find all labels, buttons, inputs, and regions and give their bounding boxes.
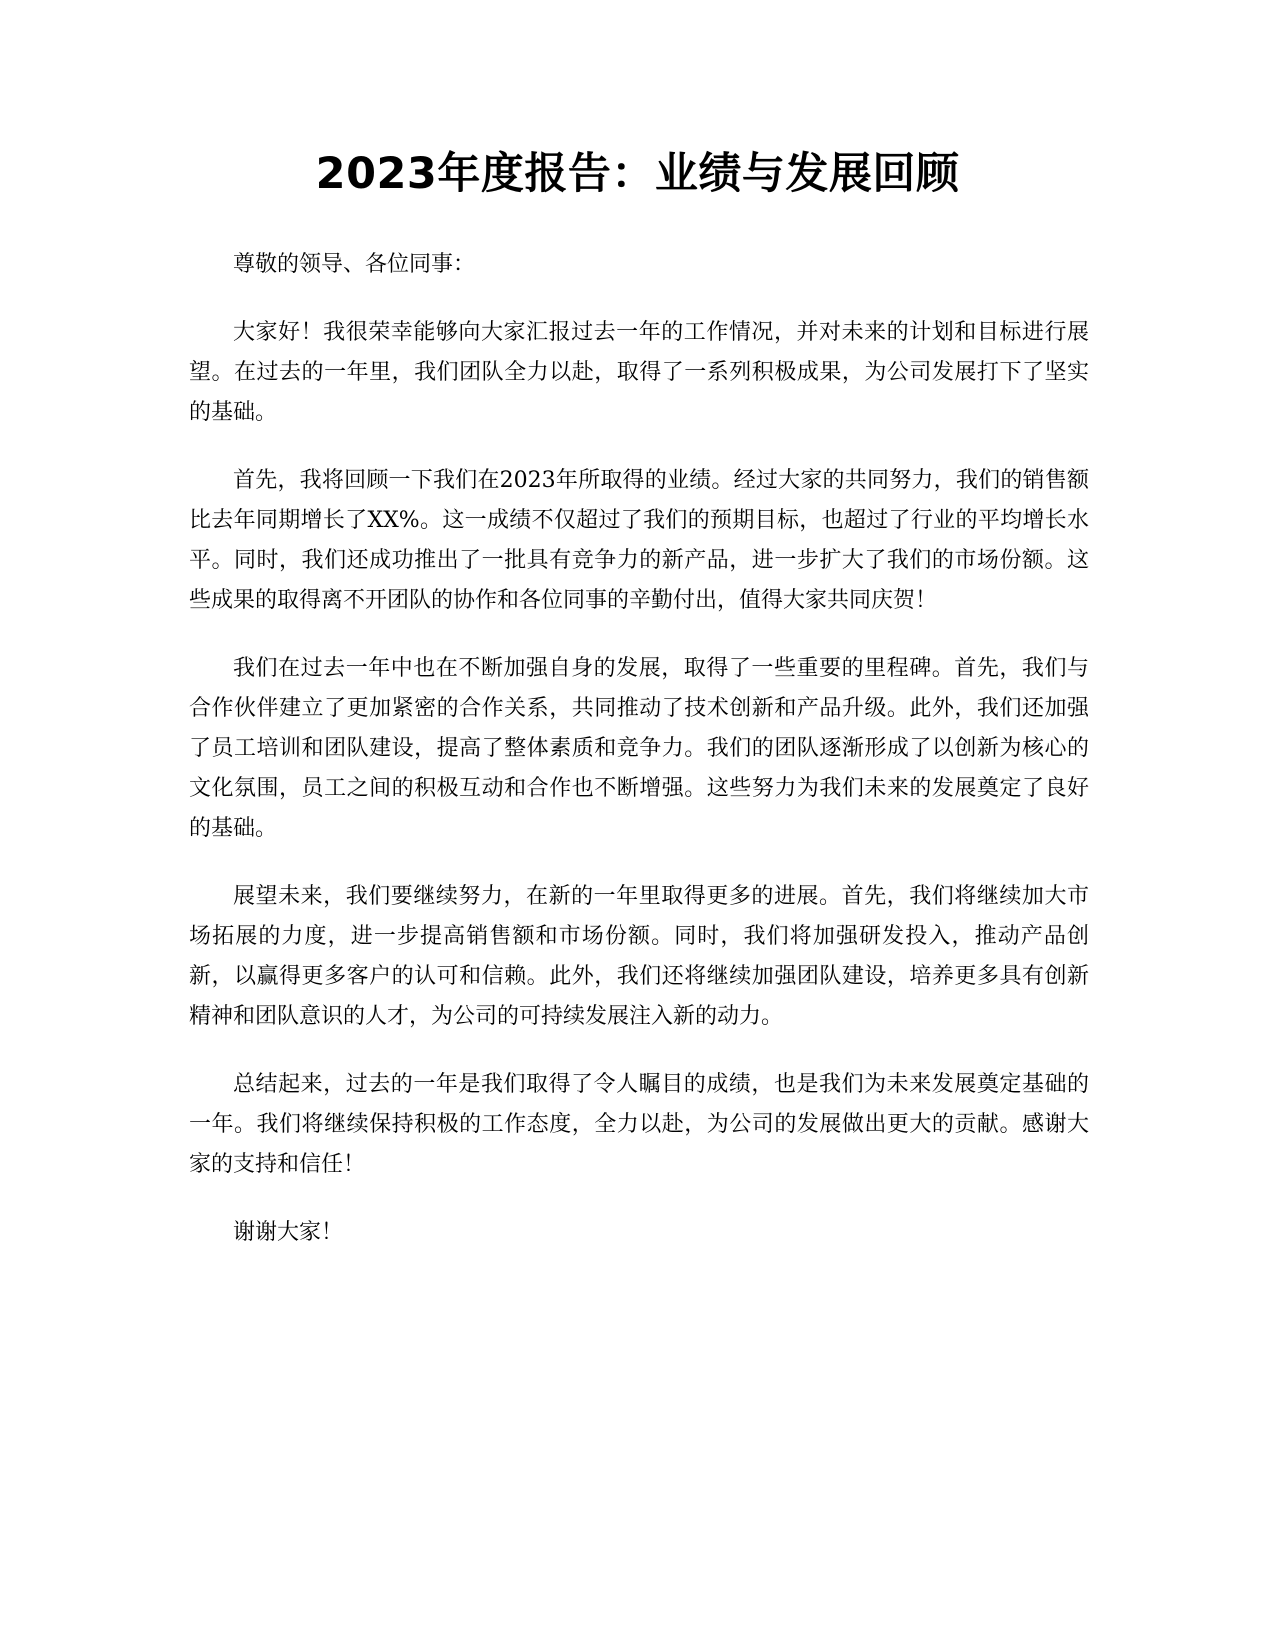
salutation-paragraph: 尊敬的领导、各位同事： xyxy=(233,252,476,277)
outlook-paragraph: 展望未来，我们要继续努力，在新的一年里取得更多的进展。首先，我们将继续加大市场拓展的力度，进一步提高销售额和市场份额。同时，我们将加强研发投入，推动产品创新，以赢得更多客户的认可和信赖。此外，我们还将继续加强团队建设，培养更多具有创新精神和团队意识的人才，为公司的可持续发展注入新的动力。 xyxy=(189,884,1089,1029)
summary-paragraph: 总结起来，过去的一年是我们取得了令人瞩目的成绩，也是我们为未来发展奠定基础的一年。我们将继续保持积极的工作态度，全力以赴，为公司的发展做出更大的贡献。感谢大家的支持和信任！ xyxy=(189,1072,1089,1177)
development-paragraph: 我们在过去一年中也在不断加强自身的发展，取得了一些重要的里程碑。首先，我们与合作伙伴建立了更加紧密的合作关系，共同推动了技术创新和产品升级。此外，我们还加强了员工培训和团队建设，提高了整体素质和竞争力。我们的团队逐渐形成了以创新为核心的文化氛围，员工之间的积极互动和合作也不断增强。这些努力为我们未来的发展奠定了良好的基础。 xyxy=(189,656,1089,841)
performance-paragraph: 首先，我将回顾一下我们在2023年所取得的业绩。经过大家的共同努力，我们的销售额比去年同期增长了XX%。这一成绩不仅超过了我们的预期目标，也超过了行业的平均增长水平。同时，我们还成功推出了一批具有竞争力的新产品，进一步扩大了我们的市场份额。这些成果的取得离不开团队的协作和各位同事的辛勤付出，值得大家共同庆贺！ xyxy=(189,468,1089,613)
greeting-paragraph: 大家好！我很荣幸能够向大家汇报过去一年的工作情况，并对未来的计划和目标进行展望。在过去的一年里，我们团队全力以赴，取得了一系列积极成果，为公司发展打下了坚实的基础。 xyxy=(189,320,1089,425)
document-title: 2023年度报告：业绩与发展回顾 xyxy=(315,149,960,199)
closing-paragraph: 谢谢大家！ xyxy=(233,1220,344,1245)
document-body xyxy=(189,245,1089,1281)
